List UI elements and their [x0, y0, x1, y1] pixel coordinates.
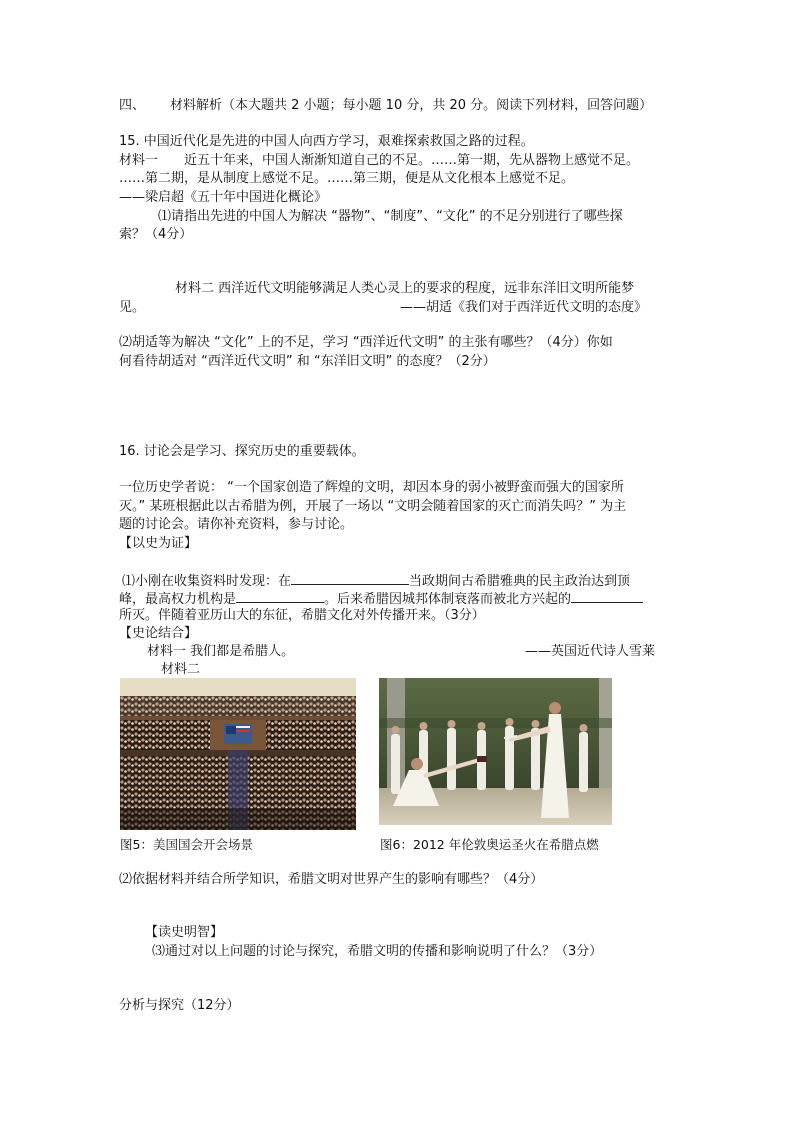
- q16-part1-text-d: 。后来希腊因城邦体制衰落而被北方兴起的: [324, 592, 572, 607]
- blank-leader-name[interactable]: [291, 571, 409, 585]
- q15-material1-line2: ……第二期，是从制度上感觉不足。……第三期，便是从文化根本上感觉不足。: [119, 171, 575, 186]
- q16-intro-line2: 灭。” 某班根据此以古希腊为例，开展了一场以 “文明会随着国家的灭亡而消失吗？” 为主: [119, 499, 627, 514]
- q15-material2-line1: 材料二 西洋近代文明能够满足人类心灵上的要求的程度，远非东洋旧文明所能梦: [175, 281, 635, 296]
- q16-material2-label: 材料二: [161, 662, 201, 677]
- analysis-section-title: 分析与探究（12分）: [119, 998, 240, 1013]
- q16-part1-heading: 【以史为证】: [119, 536, 198, 551]
- q16-part1-line3: 所灭。伴随着亚历山大的东征，希腊文化对外传播开来。（3分）: [119, 608, 485, 623]
- q16-part1-text-a: ⑴小刚在收集资料时发现：在: [122, 574, 292, 589]
- q16-stem: 16. 讨论会是学习、探究历史的重要载体。: [119, 444, 365, 459]
- flame-lighting-illustration: [379, 678, 612, 825]
- q15-material2-source: ——胡适《我们对于西洋近代文明的态度》: [400, 300, 648, 315]
- q16-part2-heading: 【史论结合】: [119, 626, 198, 641]
- q15-material1-source: ——梁启超《五十年中国进化概论》: [119, 190, 328, 205]
- q16-material1: 材料一 我们都是希腊人。: [147, 644, 295, 659]
- q16-part1-text-b: 当政期间古希腊雅典的民主政治达到顶: [409, 574, 631, 589]
- q16-part1-text-c: 峰，最高权力机构是: [119, 592, 237, 607]
- q16-intro-line1: 一位历史学者说： “一个国家创造了辉煌的文明，却因本身的弱小被野蛮而强大的国家所: [119, 480, 624, 495]
- q16-part1-line1: [122, 571, 630, 590]
- q16-intro-line3: 题的讨论会。请你补充资料，参与讨论。: [119, 517, 354, 532]
- section-four-number: 四、: [119, 98, 146, 113]
- q16-part3-heading: 【读史明智】: [145, 925, 224, 940]
- q15-question1-line1: ⑴请指出先进的中国人为解决 “器物”、“制度”、“文化” 的不足分别进行了哪些探: [158, 209, 623, 224]
- congress-illustration: [120, 678, 356, 830]
- q16-question2: ⑵依据材料并结合所学知识，希腊文明对世界产生的影响有哪些？（4分）: [119, 872, 544, 887]
- q15-material2-line2: 见。: [119, 300, 146, 315]
- q16-material1-source: ——英国近代诗人雪莱: [525, 644, 656, 659]
- q15-material1-line1: 材料一 近五十年来，中国人渐渐知道自己的不足。……第一期，先从器物上感觉不足。: [119, 153, 640, 168]
- blank-northern-power[interactable]: [571, 589, 643, 603]
- olympic-flame-photo: [379, 678, 612, 825]
- us-congress-photo: [120, 678, 356, 830]
- q15-question1-line2: 索？（4分）: [119, 227, 193, 242]
- q15-question2-line1: ⑵胡适等为解决 “文化” 上的不足，学习 “西洋近代文明” 的主张有哪些？（4分）你如: [119, 335, 613, 350]
- q15-stem: 15. 中国近代化是先进的中国人向西方学习，艰难探索救国之路的过程。: [119, 134, 534, 149]
- blank-highest-authority[interactable]: [236, 589, 324, 603]
- q16-question3: ⑶通过对以上问题的讨论与探究，希腊文明的传播和影响说明了什么？（3分）: [152, 944, 603, 959]
- q15-question2-line2: 何看待胡适对 “西洋近代文明” 和 “东洋旧文明” 的态度？（2分）: [119, 354, 496, 369]
- q16-part1-line2: [119, 589, 643, 608]
- figure6-caption: 图6：2012 年伦敦奥运圣火在希腊点燃: [380, 837, 599, 852]
- figure5-caption: 图5：美国国会开会场景: [120, 837, 253, 852]
- section-four-title: 材料解析（本大题共 2 小题；每小题 10 分，共 20 分。阅读下列材料，回答问题）: [170, 98, 653, 113]
